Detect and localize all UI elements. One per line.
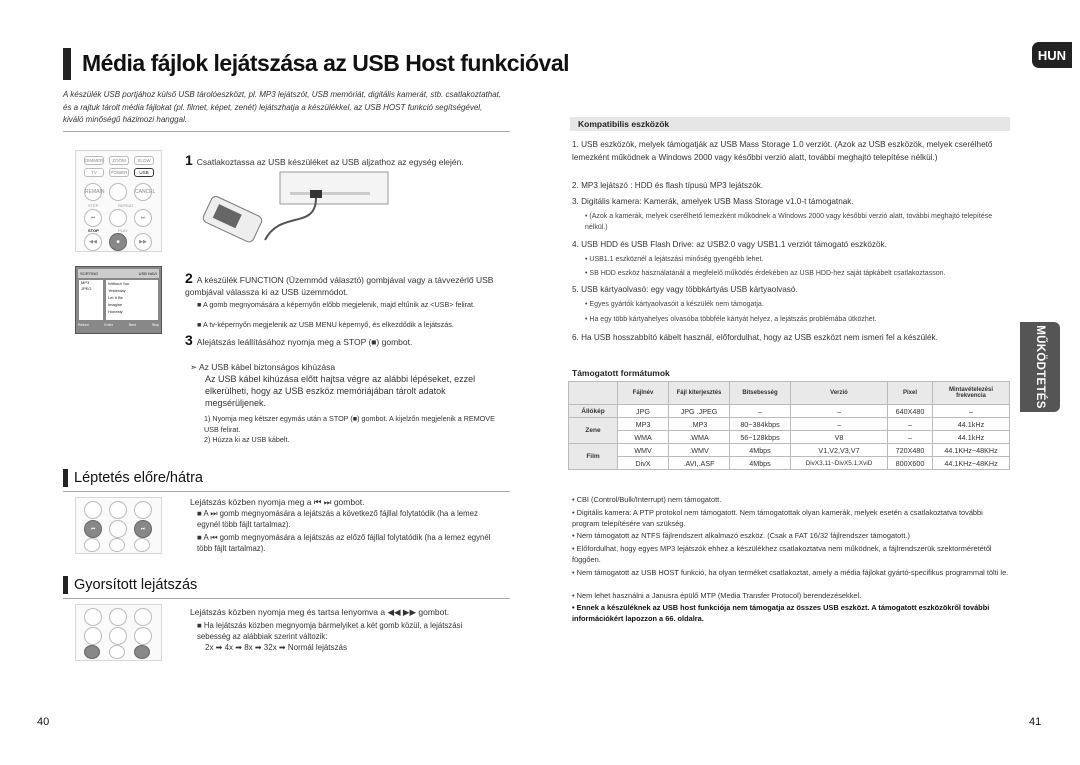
remote-info-button: [109, 501, 127, 519]
table-row: [569, 444, 1010, 457]
remote-dimmer-button: DIMMER: [85, 158, 104, 163]
remote-enter-button: [109, 209, 127, 227]
language-badge: HUN: [1032, 42, 1072, 68]
formats-category: Állókép: [569, 405, 618, 418]
remote-info-button: [109, 183, 127, 201]
remove-usb-title-text: Az USB kábel biztonságos kihúzása: [199, 362, 336, 372]
step-2-note-2: ■ A tv-képernyőn megjelenik az USB MENU képernyő, és elkezdődik a lejátszás.: [197, 320, 454, 329]
divider: [63, 131, 510, 132]
remove-usb-title: ➣ Az USB kábel biztonságos kihúzása: [190, 362, 336, 372]
remote-stop-button: ■: [109, 233, 127, 251]
remote-rewind-button: [84, 538, 100, 552]
formats-category: Zene: [569, 418, 618, 444]
fast-bullet-1: ■ Ha lejátszás közben megnyomja bármelyiket a két gomb közül, a lejátszási sebesség az alábbiak szerint változik:: [197, 621, 463, 641]
formats-category: Film: [569, 444, 618, 470]
remote-prev-button: ⏮: [84, 520, 102, 538]
remote-illustration: [75, 604, 162, 661]
formats-header: Verzió: [791, 382, 888, 405]
osd-file: Honesty: [108, 309, 123, 314]
formats-cell: 640X480: [888, 405, 933, 418]
formats-header: Fájl kiterjesztés: [669, 382, 730, 405]
note-1-text: CBI (Control/Bulk/Interrupt) nem támogatott.: [576, 495, 722, 504]
skip-instruction: Lejátszás közben nyomja meg a ⏮ ⏭ gombot.: [190, 497, 365, 507]
table-row: [569, 418, 1010, 431]
formats-cell: 4Mbps: [730, 444, 791, 457]
remove-usb-step-2: 2) Húzza ki az USB kábelt.: [204, 435, 290, 444]
formats-header: Mintavételezési frekvencia: [933, 382, 1010, 405]
osd-usb-navi-label: USB NAVI: [138, 271, 157, 276]
compat-item-3a-text: (Azok a kamerák, melyek cserélhető lemezként működnek a Windows 2000 vagy későbbi verzió alatt, további meghajtó telepítése nélkül.): [585, 213, 993, 231]
remote-usb-button: USB: [134, 168, 154, 177]
remote-cancel-button: [134, 501, 152, 519]
table-row: [569, 457, 1010, 470]
note-1: • CBI (Control/Bulk/Interrupt) nem támogatott.: [572, 495, 722, 504]
formats-cell: 4Mbps: [730, 457, 791, 470]
compat-item-6: 6. Ha USB hosszabbító kábelt használ, előfordulhat, hogy az USB eszközt nem ismeri fel a készülék.: [572, 333, 938, 342]
formats-cell: 720X480: [888, 444, 933, 457]
remote-remain-button: [84, 608, 102, 626]
step-2-note-1: ■ A gomb megnyomására a képernyőn előbb megjelenik, majd eltűnik az <USB> felirat.: [197, 300, 476, 309]
table-row: [569, 405, 1010, 418]
osd-file: Imagine: [108, 302, 123, 307]
compat-item-5a: • Egyes gyártók kártyaolvasóit a készülék nem támogatja.: [585, 301, 764, 308]
skip-bullet-2: ■ A ⏮ gomb megnyomására a lejátszás az előző fájllal folytatódik (ha a lemez egynél több fájlt tartalmaz).: [197, 533, 491, 553]
title-accent-bar: [63, 48, 71, 80]
section-side-tab-label: MŰKÖDTETÉS: [1034, 325, 1046, 409]
formats-header: Bitsebesség: [730, 382, 791, 405]
formats-cell: WMA: [618, 431, 669, 444]
remote-ffwd-button: [134, 538, 150, 552]
remote-remain-button: REMAIN: [84, 183, 102, 201]
note-3-text: Nem támogatott az NTFS fájlrendszert alkalmazó eszköz. (Csak a FAT 16/32 fájlrendszer támogatott.): [576, 531, 910, 540]
compat-item-2: 2. MP3 lejátszó : HDD és flash típusú MP3 lejátszók.: [572, 181, 764, 190]
note-2-text: Digitális kamera: A PTP protokol nem támogatott. Nem támogatottak olyan kamerák, melyek esetén a csatlakoztatva további program telepítésére van szükség.: [572, 508, 983, 529]
compat-item-5a-text: Egyes gyártók kártyaolvasóit a készülék nem támogatja.: [589, 301, 764, 308]
intro-text: A készülék USB portjához külső USB tárolóeszközt, pl. MP3 lejátszót, USB memóriát, digitális kamerát, stb. csatlakoztathat, és a rajtuk tárolt média fájlokat (pl. filmet, képet, zenét) lejátszhatja a készülékkel, az USB HOST funkció segítségével, kiváló minőségű házimozi hanggal.: [63, 90, 502, 124]
formats-cell: 44.1kHz: [933, 431, 1010, 444]
skip-bullet-1-text: A ⏭ gomb megnyomására a lejátszás a következő fájllal folytatódik (ha a lemez egynél több fájlt tartalmaz).: [197, 509, 478, 529]
remote-repeat-label: REPEAT: [118, 203, 134, 208]
compat-item-3a: • (Azok a kamerák, melyek cserélhető lemezként működnek a Windows 2000 vagy későbbi verzió alatt, további meghajtó telepítése nélkül.): [585, 213, 993, 231]
osd-file: Yesterday: [108, 288, 126, 293]
note-2: • Digitális kamera: A PTP protokol nem támogatott. Nem támogatottak olyan kamerák, melyek esetén a csatlakoztatva további program telepítésére van szükség.: [572, 508, 983, 529]
formats-header-empty: [569, 382, 618, 405]
step-2: [185, 272, 505, 298]
formats-cell: .WMV: [669, 444, 730, 457]
formats-cell: 80~384kbps: [730, 418, 791, 431]
formats-cell: 44.1kHz: [933, 418, 1010, 431]
remote-tv-button: TV: [84, 168, 104, 177]
remote-illustration: [75, 497, 162, 554]
remote-stop-button: [109, 538, 125, 552]
remote-next-button: ⏭: [134, 209, 152, 227]
formats-cell: –: [791, 418, 888, 431]
formats-cell: –: [791, 405, 888, 418]
remote-stop-button: [109, 645, 125, 659]
skip-section-title: Léptetés előre/hátra: [74, 470, 203, 486]
compat-item-4b-text: SB HDD eszköz használatánál a megfelelő működés érdekében az USB HDD-hez saját tápkábelt csatlakoztasson.: [589, 270, 946, 277]
compat-item-4: 4. USB HDD és USB Flash Drive: az USB2.0 vagy USB1.1 verziót támogató eszközök.: [572, 240, 887, 249]
osd-stop-hint: Stop: [151, 323, 159, 327]
fast-instruction: Lejátszás közben nyomja meg és tartsa lenyomva a ◀◀ ▶▶ gombot.: [190, 607, 450, 617]
step-1: [185, 154, 505, 168]
formats-header: Pixel: [888, 382, 933, 405]
osd-sorting-label: SORTING: [80, 271, 99, 276]
step-2-number: 2: [185, 270, 193, 286]
formats-cell: –: [888, 418, 933, 431]
step-3-number: 3: [185, 332, 193, 348]
fast-bullet-1-text: Ha lejátszás közben megnyomja bármelyiket a két gomb közül, a lejátszási sebesség az alábbiak szerint változik:: [197, 621, 463, 641]
formats-cell: –: [730, 405, 791, 418]
remote-enter-button: [109, 520, 127, 538]
compat-heading: Kompatibilis eszközök: [570, 117, 1010, 131]
remote-play-label: PLAY: [118, 228, 128, 233]
remote-ffwd-button: [134, 645, 150, 659]
formats-cell: V8: [791, 431, 888, 444]
formats-cell: JPG: [618, 405, 669, 418]
step-3: [185, 334, 505, 348]
remote-rewind-button: ◀◀: [84, 233, 102, 251]
section-side-tab: [1020, 322, 1060, 412]
step-3-text: Alejátszás leállításához nyomja meg a STOP (■) gombot.: [196, 337, 413, 347]
compat-item-4a: • USB1.1 eszköznél a lejátszási minőség gyengébb lehet.: [585, 256, 764, 263]
compat-item-5b: • Ha egy több kártyahelyes olvasóba többféle kártyát helyez, a lejátszás problémába ütközhet.: [585, 316, 877, 323]
remote-next-button: [134, 627, 152, 645]
compat-item-3: 3. Digitális kamera: Kamerák, amelyek USB Mass Storage v1.0-t támogatnak.: [572, 197, 854, 206]
formats-header: Fájlnév: [618, 382, 669, 405]
remote-ffwd-button: ▶▶: [134, 233, 152, 251]
formats-cell: .MP3: [669, 418, 730, 431]
note-4-text: Előfordulhat, hogy egyes MP3 lejátszók ehhez a készülékhez csatlakoztatva nem működnek, a fájlrendszerük szektorméretétől függően.: [572, 544, 992, 565]
compat-item-1: 1. USB eszközök, melyek támogatják az USB Mass Storage 1.0 verziót. (Azok az USB eszközök, melyek cserélhető lemezként működnek a Windows 2000 vagy későbbi verzió alatt, további meghajtó telepítése nélkül.): [572, 140, 993, 162]
remote-enter-button: [109, 627, 127, 645]
formats-cell: WMV: [618, 444, 669, 457]
formats-cell: 44.1KHz~48KHz: [933, 444, 1010, 457]
compat-item-5: 5. USB kártyaolvasó: egy vagy többkártyás USB kártyaolvasó.: [572, 285, 798, 294]
remote-illustration: [75, 150, 162, 252]
remote-zoom-button: ZOOM: [109, 156, 129, 165]
remote-power-button: POWER: [110, 170, 128, 175]
step-2-note-1-text: A gomb megnyomására a képernyőn előbb megjelenik, majd eltűnik az <USB> felirat.: [202, 300, 476, 309]
formats-table: [568, 381, 1010, 470]
osd-folder-jpeg: JPEG: [81, 286, 92, 291]
remove-usb-step-1: 1) Nyomja meg kétszer egymás után a STOP (■) gombot. A kijelzőn megjelenik a REMOVE USB felirat.: [204, 414, 495, 434]
page-number-right: 41: [1029, 716, 1042, 728]
skip-section-bar: [63, 469, 68, 487]
note-3: • Nem támogatott az NTFS fájlrendszert alkalmazó eszköz. (Csak a FAT 16/32 fájlrendszer támogatott.): [572, 531, 910, 540]
table-row: [569, 431, 1010, 444]
step-2-text: A készülék FUNCTION (Üzemmód választó) gombjával vagy a távvezérlő USB gombjával válassza ki az USB üzemmódot.: [185, 275, 494, 297]
usb-port-icon: [310, 190, 322, 198]
divider: [63, 598, 510, 599]
usb-connection-illustration: [190, 170, 390, 260]
formats-cell: V1,V2,V3,V7: [791, 444, 888, 457]
osd-folder-mp3: MP3: [81, 280, 90, 285]
remote-slow-button: SLOW: [134, 156, 154, 165]
remote-cancel-button: [134, 608, 152, 626]
divider: [63, 491, 510, 492]
remote-prev-button: ⏮: [84, 209, 102, 227]
osd-return-hint: Return: [78, 323, 89, 327]
usb-menu-screen: [75, 266, 162, 334]
remove-usb-text: Az USB kábel kihúzása előtt hajtsa végre az alábbi lépéseket, ezzel elkerülheti, hogy az USB eszköz memóriájában tárolt adatok megsérüljenek.: [205, 374, 476, 408]
remote-remain-button: [84, 501, 102, 519]
formats-cell: MP3: [618, 418, 669, 431]
step-1-number: 1: [185, 152, 193, 168]
note-4: • Előfordulhat, hogy egyes MP3 lejátszók ehhez a készülékhez csatlakoztatva nem működnek, a fájlrendszerük szektorméretétől függően.: [572, 544, 992, 565]
compat-item-4b: • SB HDD eszköz használatánál a megfelelő működés érdekében az USB HDD-hez saját tápkábelt csatlakoztasson.: [585, 270, 946, 277]
remote-prev-button: [84, 627, 102, 645]
formats-cell: JPG .JPEG: [669, 405, 730, 418]
page-number-left: 40: [37, 716, 50, 728]
formats-cell: –: [888, 431, 933, 444]
formats-cell: 800X600: [888, 457, 933, 470]
osd-file: Let It Be: [108, 295, 123, 300]
remote-step-label: STEP: [88, 203, 99, 208]
skip-bullet-1: ■ A ⏭ gomb megnyomására a lejátszás a következő fájllal folytatódik (ha a lemez egynél több fájlt tartalmaz).: [197, 509, 478, 529]
formats-cell: .AVI,.ASF: [669, 457, 730, 470]
formats-cell: DivX3.11~DivX5.1,XviD: [791, 457, 888, 470]
formats-cell: 44.1KHz~48KHz: [933, 457, 1010, 470]
fast-speeds: 2x ➡ 4x ➡ 8x ➡ 32x ➡ Normál lejátszás: [205, 643, 347, 652]
note-6: • Nem lehet használni a Janusra épülő MTP (Media Transfer Protocol) berendezésekkel.: [572, 591, 862, 600]
remote-cancel-button: CANCEL: [134, 183, 152, 201]
step-2-note-2-text: A tv-képernyőn megjelenik az USB MENU képernyő, és elkezdődik a lejátszás.: [202, 320, 454, 329]
fast-section-title: Gyorsított lejátszás: [74, 577, 198, 593]
remote-stop-label: STOP: [88, 228, 99, 233]
note-6-text: Nem lehet használni a Janusra épülő MTP (Media Transfer Protocol) berendezésekkel.: [576, 591, 862, 600]
compat-item-5b-text: Ha egy több kártyahelyes olvasóba többféle kártyát helyez, a lejátszás problémába ütközhet.: [589, 316, 877, 323]
note-5: • Nem támogatott az USB HOST funkció, ha olyan terméket csatlakoztat, amely a média fájlokat gyártó-specifikus programmal tölti le.: [572, 568, 1009, 577]
formats-cell: DivX: [618, 457, 669, 470]
remote-next-button: ⏭: [134, 520, 152, 538]
note-5-text: Nem támogatott az USB HOST funkció, ha olyan terméket csatlakoztat, amely a média fájlokat gyártó-specifikus programmal tölti le.: [576, 568, 1009, 577]
osd-next-hint: Next: [128, 323, 136, 327]
step-1-text: Csatlakoztassa az USB készüléket az USB aljzathoz az egység elején.: [196, 157, 464, 167]
compat-item-4a-text: USB1.1 eszköznél a lejátszási minőség gyengébb lehet.: [589, 256, 764, 263]
formats-cell: 56~128kbps: [730, 431, 791, 444]
remote-rewind-button: [84, 645, 100, 659]
skip-bullet-2-text: A ⏮ gomb megnyomására a lejátszás az előző fájllal folytatódik (ha a lemez egynél több fájlt tartalmaz).: [197, 533, 491, 553]
note-7-text: Ennek a készüléknek az USB host funkciója nem támogatja az összes USB eszközt. A támogatott eszközökről további információkért lapozzon a 66. oldalra.: [572, 603, 990, 624]
formats-cell: .WMA: [669, 431, 730, 444]
formats-heading: Támogatott formátumok: [572, 368, 670, 378]
osd-enter-hint: Enter: [104, 323, 113, 327]
remote-info-button: [109, 608, 127, 626]
note-7: • Ennek a készüléknek az USB host funkciója nem támogatja az összes USB eszközt. A támogatott eszközökről további információkért lapozzon a 66. oldalra.: [572, 603, 990, 624]
osd-file: Without You: [108, 281, 130, 286]
player-unit-icon: [280, 172, 388, 204]
formats-cell: –: [933, 405, 1010, 418]
page-title: Média fájlok lejátszása az USB Host funkcióval: [82, 50, 569, 76]
fast-section-bar: [63, 576, 68, 594]
